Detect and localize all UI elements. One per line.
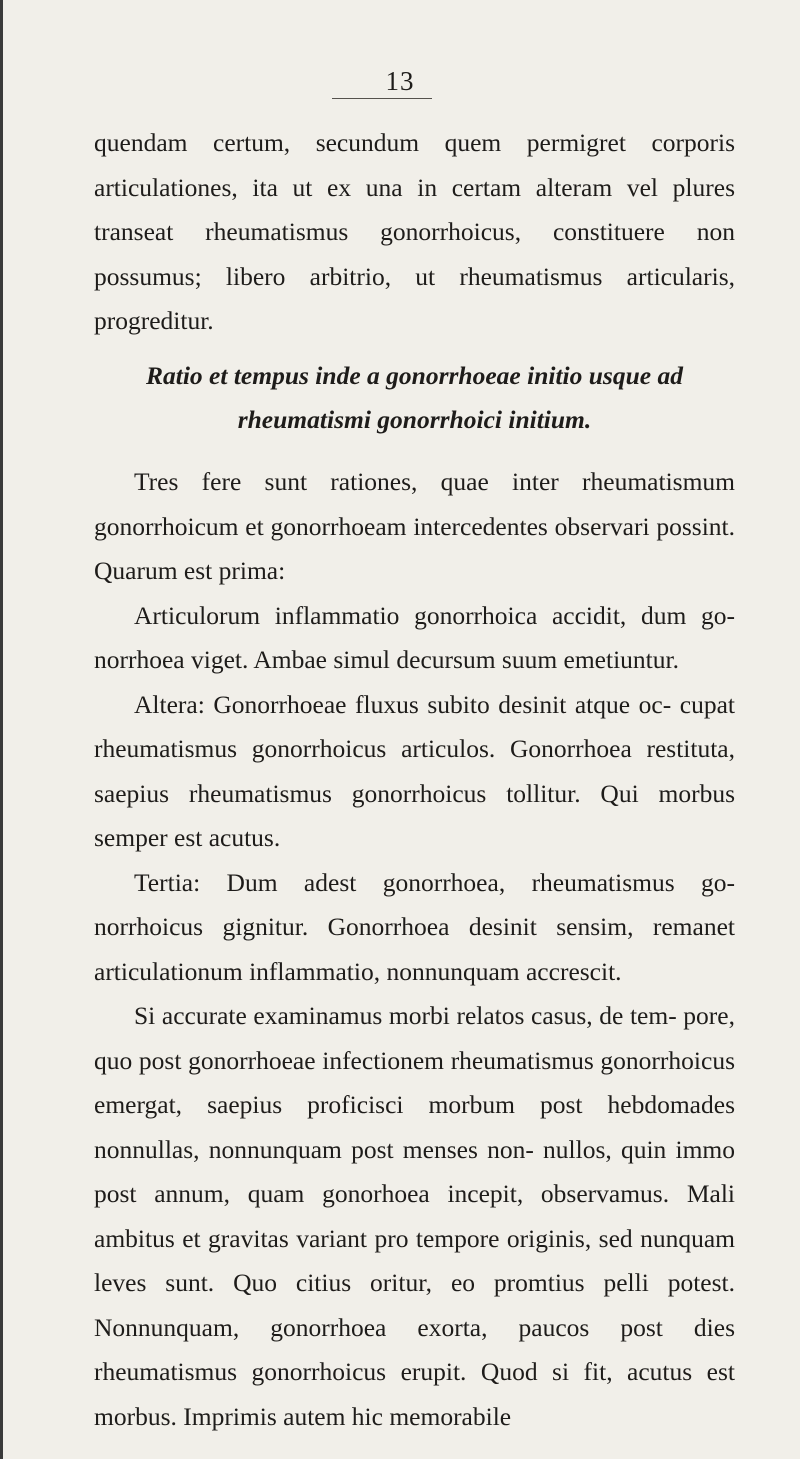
section-heading-line-1: Ratio et tempus inde a gonorrhoeae initio usque ad (146, 361, 683, 390)
paragraph-altera: Altera: Gonorrhoeae fluxus subito desinit atque oc- cupat rheumatismus gonorrhoicus articulos. Gonorrhoea restituta, saepius rheumatismus gonorrhoicus tollitur. Qui morbus semper est acutus. (94, 689, 735, 852)
paragraph-intro: Tres fere sunt rationes, quae inter rheumatismum gonorrhoicum et gonorrhoeam intercedentes observari possint. Quarum est prima: (94, 467, 735, 585)
continuation-block (94, 121, 735, 344)
body-text (94, 460, 735, 1439)
page-edge (0, 0, 3, 1459)
page-number: 13 (385, 66, 415, 96)
section-heading (94, 354, 735, 442)
paragraph-tertia: Tertia: Dum adest gonorrhoea, rheumatismus go- norrhoicus gignitur. Gonorrhoea desinit sensim, remanet articulationum inflammatio, nonnunquam accrescit. (94, 867, 735, 986)
paragraph-prima: Articulorum inflammatio gonorrhoica accidit, dum go- norrhoea viget. Ambae simul decursum suum emetiuntur. (94, 600, 735, 674)
continuation-paragraph: quendam certum, secundum quem permigret corporis articulationes, ita ut ex una in certam alteram vel plures transeat rheumatismus gonorrhoicus, constituere non possumus; libero arbitrio, ut rheumatismus articularis, progreditur. (94, 128, 735, 335)
paragraph-observation: Si accurate examinamus morbi relatos casus, de tem- pore, quo post gonorrhoeae infectionem rheumatismus gonorrhoicus emergat, saepius proficisci morbum post hebdomades nonnullas, nonnunquam post menses non- nullos, quin immo post annum, quam gonorhoea incepit, observamus. Mali ambitus et gravitas variant pro tempore originis, sed nunquam leves sunt. Quo citius oritur, eo promtius pelli potest. Nonnunquam, gonorrhoea exorta, paucos post dies rheumatismus gonorrhoicus erupit. Quod si fit, acutus est morbus. Imprimis autem hic memorabile (94, 1001, 735, 1431)
section-heading-line-2: rheumatismi gonorrhoici initium. (237, 405, 592, 434)
page-number-rule (332, 98, 432, 99)
